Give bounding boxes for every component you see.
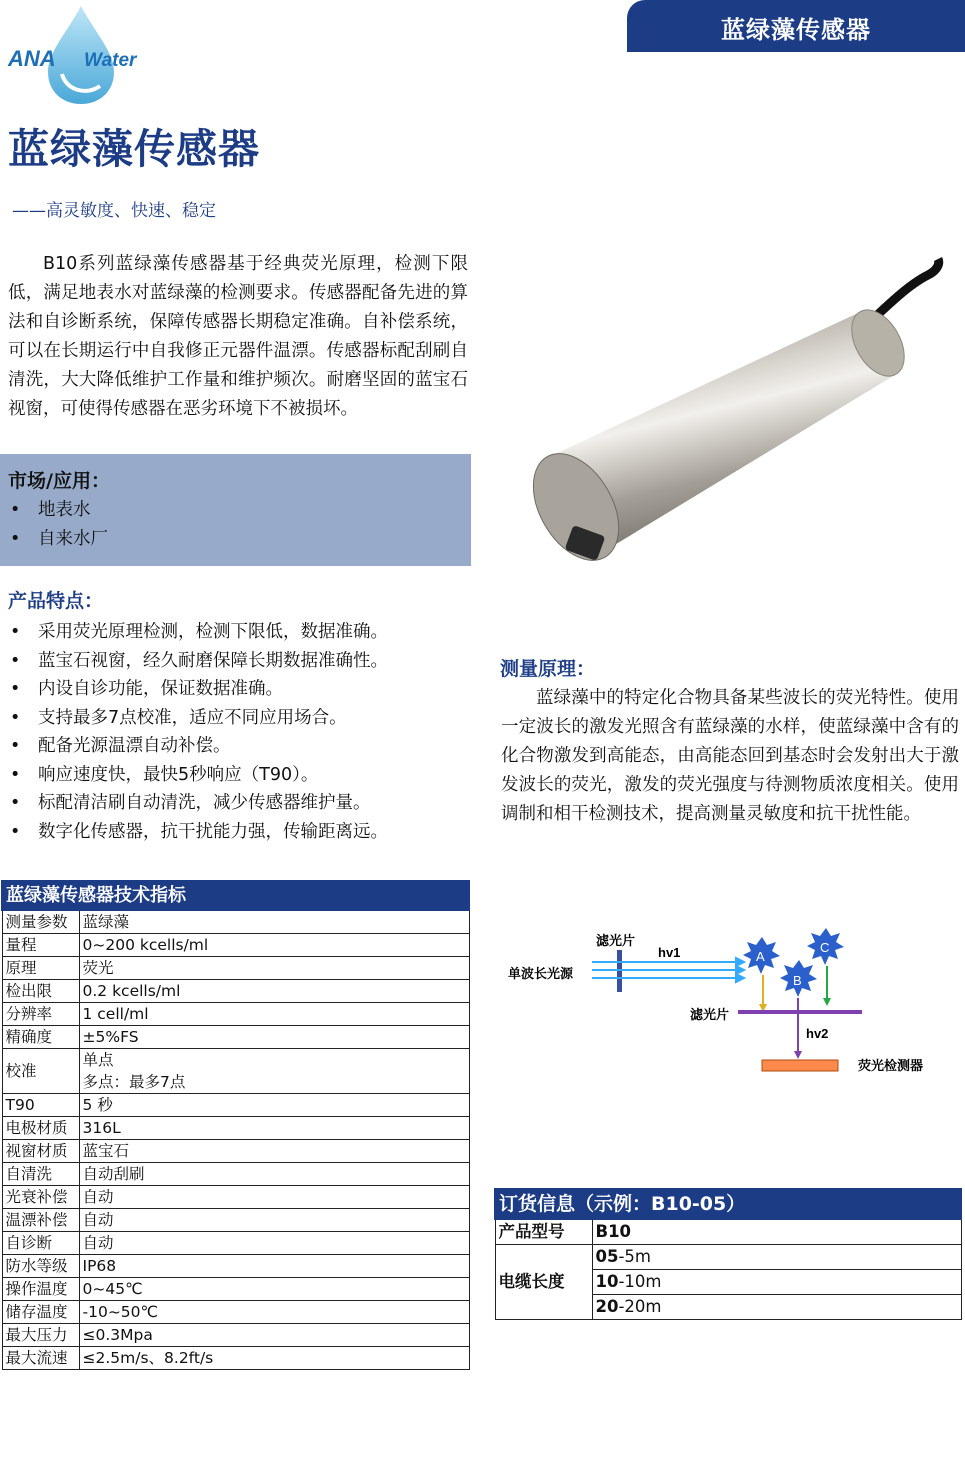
fluorescence-detector: [762, 1060, 838, 1071]
list-item: • 采用荧光原理检测，检测下限低，数据准确。: [10, 622, 388, 642]
table-row: 检出限 0.2 kcells/ml: [2, 980, 469, 1003]
principle-paragraph: 蓝绿藻中的特定化合物具备某些波长的荧光特性。使用一定波长的激发光照含有蓝绿藻的水样，使蓝绿藻中含有的化合物激发到高能态，由高能态回到基态时会发射出大于激发波长的荧光，激发的荧光强度与待测物质浓度相关。使用调制和相干检测技术，提高测量灵敏度和抗干扰性能。: [501, 688, 959, 824]
list-item: • 支持最多7点校准，适应不同应用场合。: [10, 707, 347, 728]
market-list: [4, 496, 108, 554]
table-row: 分辨率 1 cell/ml: [2, 1003, 469, 1026]
brand-ana: ANA: [8, 46, 56, 71]
brand-water: Water: [84, 50, 137, 71]
table-row: T90 5 秒: [2, 1094, 469, 1117]
features-heading: 产品特点：: [8, 590, 104, 612]
table-row: 自诊断 自动: [2, 1232, 469, 1255]
spec-table-title: 蓝绿藻传感器技术指标: [2, 881, 469, 910]
molecule-a-label: A: [756, 949, 765, 964]
brand-logo: [6, 4, 156, 108]
molecule-b: [780, 960, 817, 997]
intro-paragraph: B10系列蓝绿藻传感器基于经典荧光原理，检测下限低，满足地表水对蓝绿藻的检测要求。传感器配备先进的算法和自诊断系统，保障传感器长期稳定准确。自补偿系统，可以在长期运行中自我修正元器件温漂。传感器标配刮刷自清洗，大大降低维护工作量和维护频次。耐磨坚固的蓝宝石视窗，可使得传感器在恶劣环境下不被损坏。: [8, 254, 468, 419]
spec-table: [1, 880, 470, 1370]
table-row: 产品型号 B10: [495, 1219, 961, 1245]
filter-2: [738, 1010, 862, 1014]
table-row: 10-10m: [495, 1270, 961, 1295]
market-section: [0, 454, 471, 566]
sensor-product-image: [528, 255, 965, 585]
filter-label-1: 滤光片: [596, 933, 636, 948]
hv1-label: hv1: [658, 945, 681, 960]
excitation-rays: [592, 958, 744, 982]
table-row: 储存温度 -10~50℃: [2, 1301, 469, 1324]
list-item: • 自来水厂: [10, 529, 108, 549]
table-row: 最大流速 ≤2.5m/s、8.2ft/s: [2, 1347, 469, 1370]
table-row: 电极材质 316L: [2, 1117, 469, 1140]
table-row: 自清洗 自动刮刷: [2, 1163, 469, 1186]
list-item: • 数字化传感器，抗干扰能力强，传输距离远。: [10, 821, 388, 842]
table-row: 视窗材质 蓝宝石: [2, 1140, 469, 1163]
list-item: • 蓝宝石视窗，经久耐磨保障长期数据准确性。: [10, 650, 388, 671]
header-banner: [627, 0, 965, 52]
molecule-b-label: B: [793, 973, 802, 988]
list-item: • 响应速度快，最快5秒响应（T90）。: [10, 764, 319, 785]
table-row: 光衰补偿 自动: [2, 1186, 469, 1209]
market-heading: 市场/应用：: [8, 470, 110, 492]
molecule-a: [743, 937, 780, 974]
table-row: 防水等级 IP68: [2, 1255, 469, 1278]
features-list: [4, 618, 474, 846]
hv2-label: hv2: [806, 1026, 829, 1041]
table-row: 温漂补偿 自动: [2, 1209, 469, 1232]
list-item: • 配备光源温漂自动补偿。: [10, 736, 231, 756]
banner-title: 蓝绿藻传感器: [721, 16, 871, 44]
table-row: 量程 0~200 kcells/ml: [2, 934, 469, 957]
molecule-c: [807, 928, 844, 965]
detector-label: 荧光检测器: [858, 1058, 924, 1073]
source-label: 单波长光源: [508, 966, 574, 981]
molecule-c-label: C: [820, 940, 830, 955]
page-title: 蓝绿藻传感器: [8, 125, 260, 173]
principle-heading: 测量原理：: [500, 658, 596, 680]
list-item: • 标配清洁刷自动清洗，减少传感器维护量。: [10, 793, 371, 813]
table-row: 20-20m: [495, 1295, 961, 1320]
table-row: 测量参数 蓝绿藻: [2, 910, 469, 934]
list-item: • 地表水: [10, 500, 91, 520]
order-table: [494, 1188, 962, 1320]
order-table-title: 订货信息（示例：B10-05）: [495, 1189, 961, 1219]
table-row: 精确度 ±5%FS: [2, 1026, 469, 1049]
table-row: 校准 单点 多点：最多7点: [2, 1049, 469, 1094]
filter-label-2: 滤光片: [690, 1007, 730, 1022]
table-row: 原理 荧光: [2, 957, 469, 980]
table-row: 操作温度 0~45℃: [2, 1278, 469, 1301]
table-row: 电缆长度 05-5m: [495, 1245, 961, 1270]
list-item: • 内设自诊功能，保证数据准确。: [10, 679, 283, 699]
page-subtitle: ——高灵敏度、快速、稳定: [12, 201, 216, 221]
principle-diagram: [500, 920, 940, 1090]
table-row: 最大压力 ≤0.3Mpa: [2, 1324, 469, 1347]
